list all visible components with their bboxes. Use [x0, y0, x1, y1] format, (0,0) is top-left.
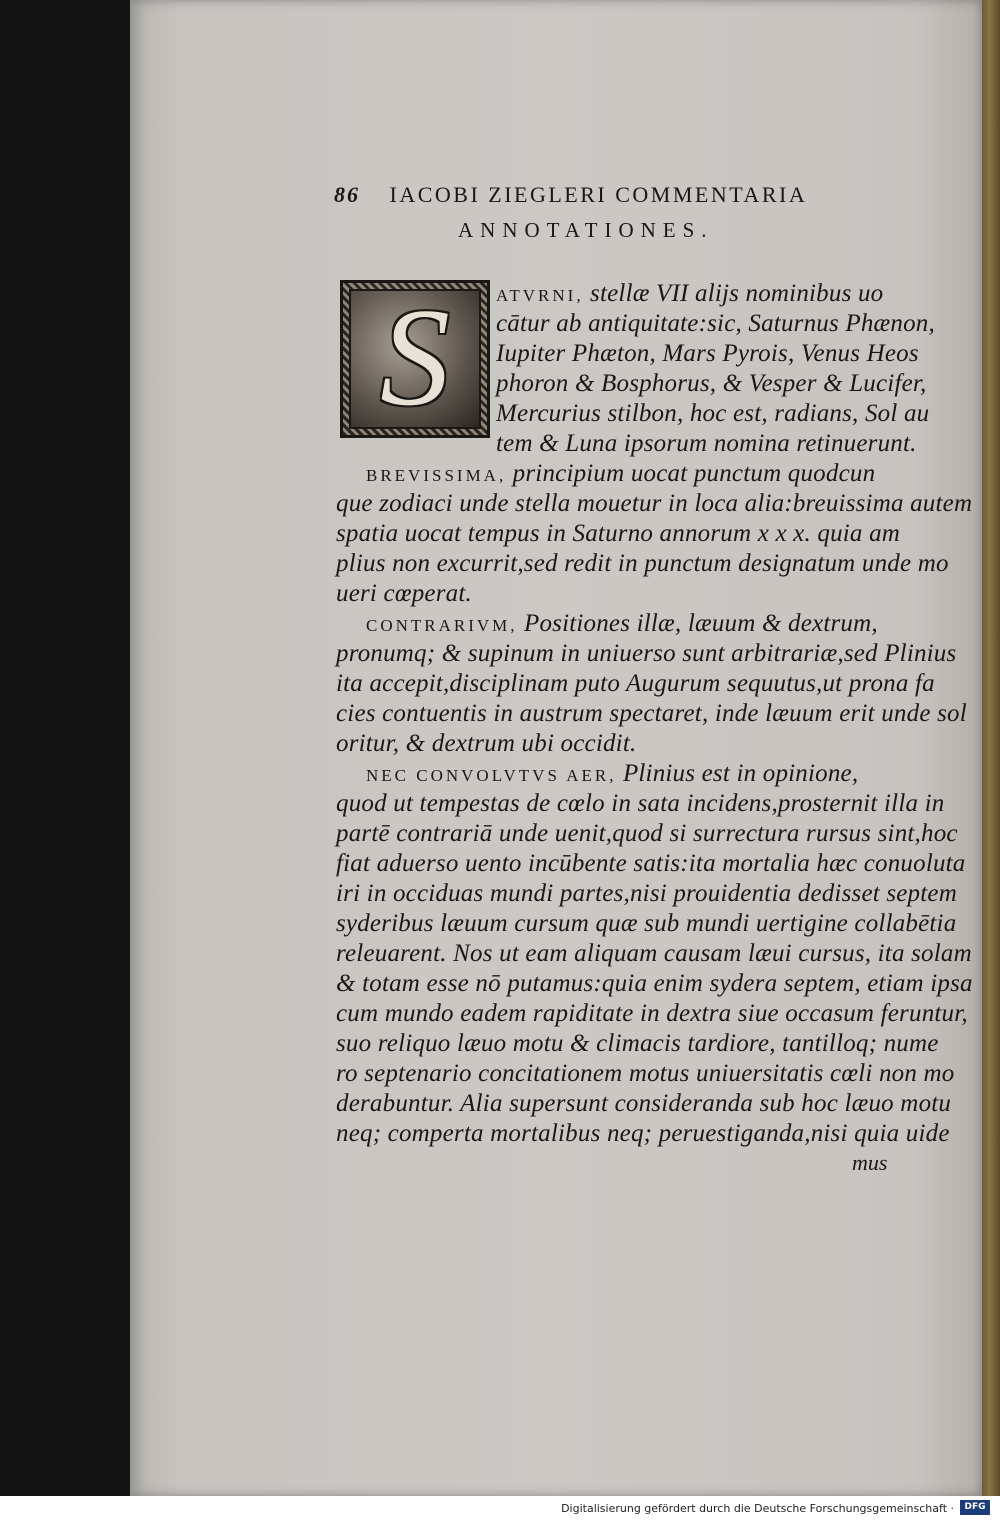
- section-subtitle: ANNOTATIONES.: [458, 218, 714, 242]
- text-line: ita accepit,disciplinam puto Augurum sequutus,ut prona fa: [336, 670, 935, 697]
- text-line: neq; comperta mortalibus neq; peruestiganda,nisi quia uide: [336, 1120, 950, 1147]
- lemma: BREVISSIMA,: [366, 466, 507, 485]
- text-line: tem & Luna ipsorum nomina retinuerunt.: [496, 430, 917, 457]
- lemma: CONTRARIVM,: [366, 616, 518, 635]
- catchword: mus: [852, 1150, 888, 1175]
- page-number: 86: [334, 182, 360, 207]
- text-line: cātur ab antiquitate:sic, Saturnus Phænon,: [496, 310, 935, 337]
- text-line: iri in occiduas mundi partes,nisi prouidentia dedisset septem: [336, 880, 957, 907]
- lemma: NEC CONVOLVTVS AER,: [366, 766, 617, 785]
- text-line: quod ut tempestas de cœlo in sata incidens,prosternit illa in: [336, 790, 945, 817]
- text-line: fiat aduerso uento incūbente satis:ita mortalia hæc conuoluta: [336, 850, 966, 877]
- text-line: derabuntur. Alia supersunt consideranda sub hoc læuo motu: [336, 1090, 952, 1117]
- text-line: [366, 610, 878, 638]
- text-line: cies contuentis in austrum spectaret, inde læuum erit unde sol: [336, 700, 967, 727]
- text-line: partē contrariā unde uenit,quod si surrectura rursus sint,hoc: [336, 820, 958, 847]
- text-line: plius non excurrit,sed redit in punctum designatum unde mo: [336, 550, 949, 577]
- text-line: Iupiter Phæton, Mars Pyrois, Venus Heos: [496, 340, 919, 367]
- line-text: principium uocat punctum quodcun: [512, 460, 876, 487]
- text-line: [366, 460, 875, 488]
- text-line: que zodiaci unde stella mouetur in loca alia:breuissima autem: [336, 490, 973, 517]
- dfg-logo: DFG: [960, 1500, 990, 1515]
- line-text: stellæ VII alijs nominibus uo: [590, 280, 884, 307]
- decorated-initial: [340, 280, 490, 438]
- running-header: [334, 182, 920, 208]
- text-line: Mercurius stilbon, hoc est, radians, Sol au: [496, 400, 930, 427]
- line-text: Positiones illæ, læuum & dextrum,: [524, 610, 878, 637]
- text-line: spatia uocat tempus in Saturno annorum x x x. quia am: [336, 520, 901, 547]
- line-text: Plinius est in opinione,: [622, 760, 859, 787]
- text-line: ro septenario concitationem motus uniuersitatis cœli non mo: [336, 1060, 955, 1087]
- book-edge: [982, 0, 1000, 1496]
- text-line: phoron & Bosphorus, & Vesper & Lucifer,: [496, 370, 927, 397]
- text-line: oritur, & dextrum ubi occidit.: [336, 730, 637, 757]
- lemma: ATVRNI,: [496, 286, 584, 305]
- text-line: cum mundo eadem rapiditate in dextra siue occasum feruntur,: [336, 1000, 968, 1027]
- funding-credit: Digitalisierung gefördert durch die Deutsche Forschungsgemeinschaft ·: [561, 1502, 954, 1515]
- text-line: releuarent. Nos ut eam aliquam causam læui cursus, ita solam: [336, 940, 972, 967]
- text-line: [496, 280, 883, 308]
- text-line: & totam esse nō putamus:quia enim sydera septem, etiam ipsa: [336, 970, 973, 997]
- running-title: IACOBI ZIEGLERI COMMENTARIA: [389, 182, 808, 207]
- initial-letter: S: [380, 280, 450, 435]
- text-line: suo reliquo læuo motu & climacis tardiore, tantilloq; nume: [336, 1030, 939, 1057]
- text-line: syderibus læuum cursum quæ sub mundi uertigine collabētia: [336, 910, 957, 937]
- text-line: pronumq; & supinum in uniuerso sunt arbitrariæ,sed Plinius: [336, 640, 957, 667]
- text-line: [366, 760, 858, 788]
- text-line: ueri cœperat.: [336, 580, 472, 607]
